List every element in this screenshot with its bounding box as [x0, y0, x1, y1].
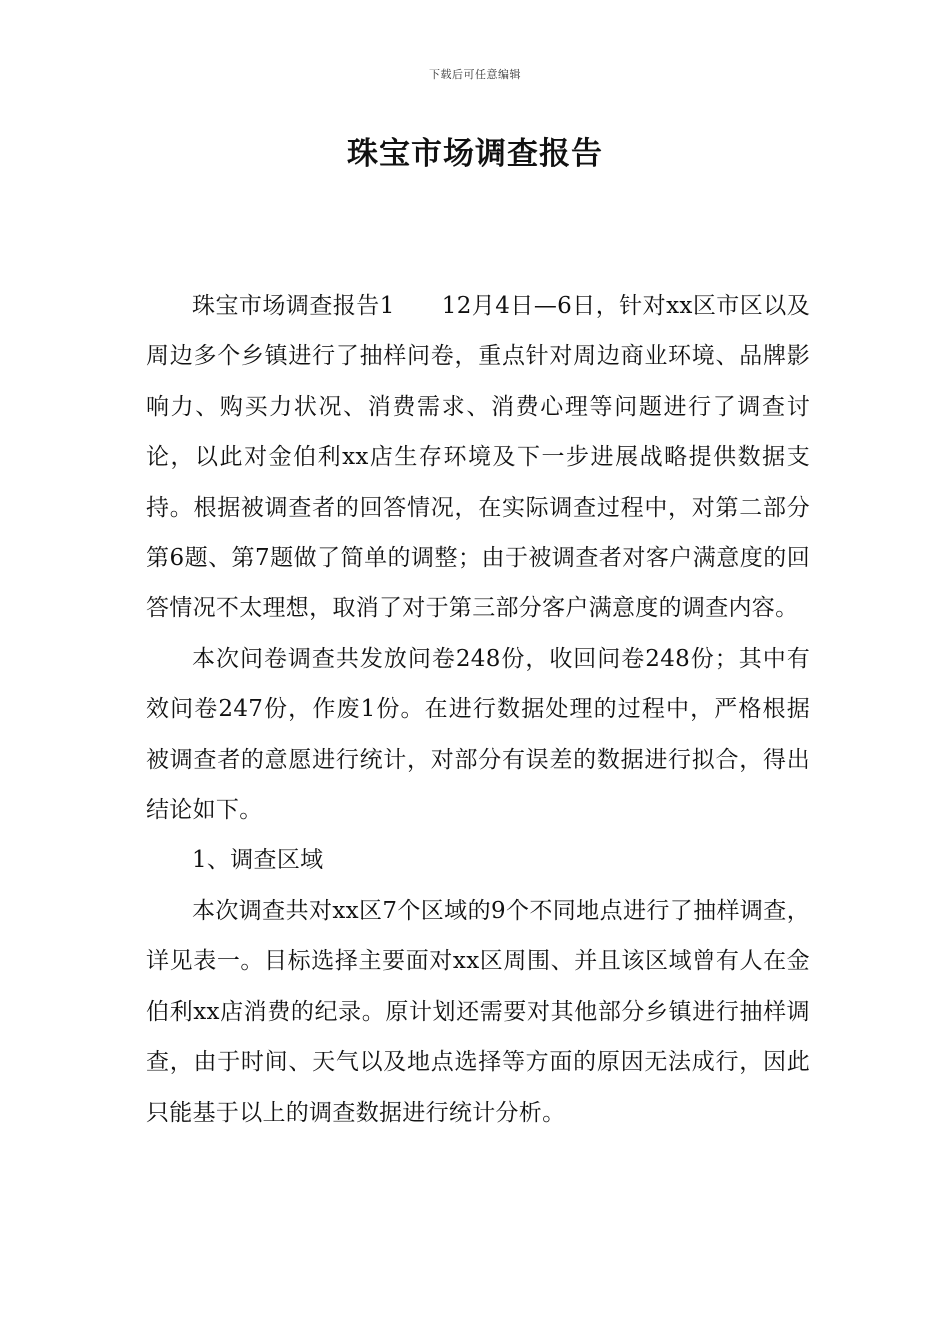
section-heading-survey-area: 1、调查区域 — [192, 847, 324, 874]
paragraph-survey-count: 本次问卷调查共发放问卷248份，收回问卷248份；其中有效问卷247份，作废1份。在进行数据处理的过程中，严格根据被调查者的意愿进行统计，对部分有误差的数据进行拟合，得出结论如下。 — [146, 645, 810, 824]
document-title: 珠宝市场调查报告 — [347, 136, 603, 172]
document-body — [146, 281, 810, 1138]
paragraph-survey-area: 本次调查共对xx区7个区域的9个不同地点进行了抽样调查，详见表一。目标选择主要面对xx区周围、并且该区域曾有人在金伯利xx店消费的纪录。原计划还需要对其他部分乡镇进行抽样调查，由于时间、天气以及地点选择等方面的原因无法成行，因此只能基于以上的调查数据进行统计分析。 — [146, 897, 810, 1126]
paragraph-intro: 珠宝市场调查报告1 12月4日—6日，针对xx区市区以及周边多个乡镇进行了抽样问卷，重点针对周边商业环境、品牌影响力、购买力状况、消费需求、消费心理等问题进行了调查讨论，以此对金伯利xx店生存环境及下一步进展战略提供数据支持。根据被调查者的回答情况，在实际调查过程中，对第二部分第6题、第7题做了简单的调整；由于被调查者对客户满意度的回答情况不太理想，取消了对于第三部分客户满意度的调查内容。 — [146, 293, 810, 622]
header-note: 下载后可任意编辑 — [429, 68, 521, 81]
